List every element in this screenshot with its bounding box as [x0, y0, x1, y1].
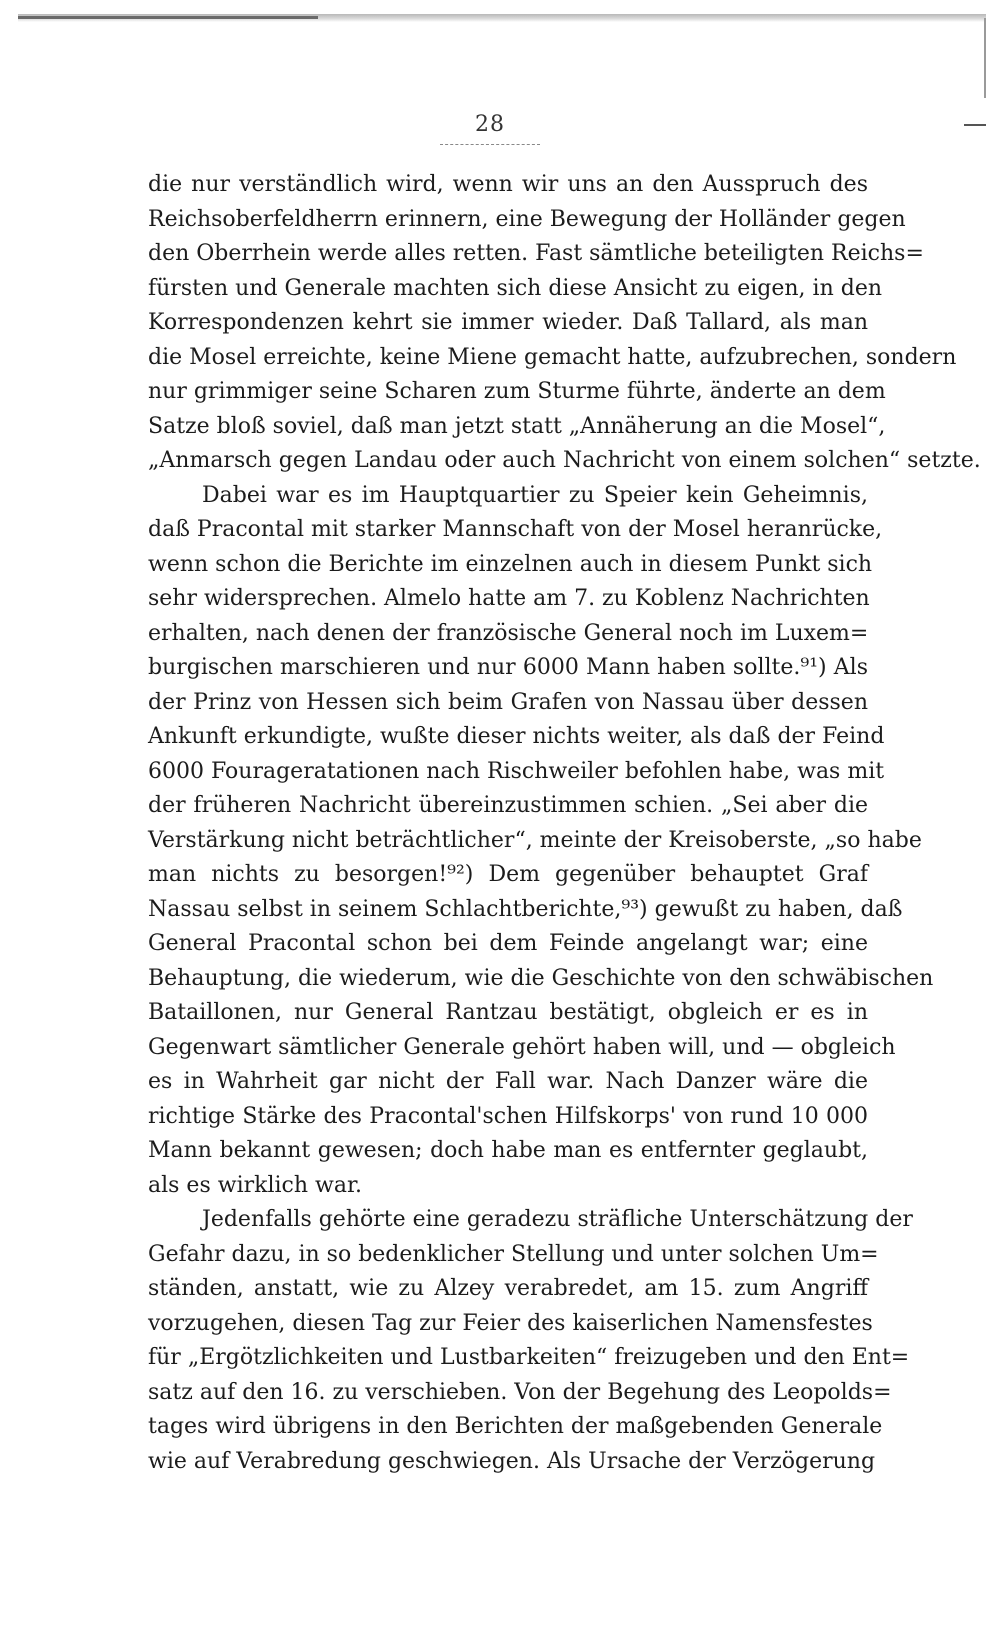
text-line: die nur verständlich wird, wenn wir uns an den Ausspruch des — [148, 172, 868, 197]
text-line: Gefahr dazu, in so bedenklicher Stellung und unter solchen Um= — [148, 1241, 879, 1267]
text-line: Mann bekannt gewesen; doch habe man es entfernter geglaubt, — [148, 1138, 868, 1163]
text-line: wie auf Verabredung geschwiegen. Als Ursache der Verzögerung — [148, 1448, 876, 1474]
text-line: die Mosel erreichte, keine Miene gemacht hatte, aufzubrechen, sondern — [148, 344, 957, 370]
text-line: burgischen marschieren und nur 6000 Mann haben sollte.⁹¹) Als — [148, 655, 868, 680]
text-line: sehr widersprechen. Almelo hatte am 7. zu Koblenz Nachrichten — [148, 586, 870, 611]
body-text — [148, 168, 981, 1479]
scan-margin-dash — [964, 124, 986, 126]
text-line: daß Pracontal mit starker Mannschaft von der Mosel heranrücke, — [148, 517, 883, 542]
text-line: nur grimmiger seine Scharen zum Sturme führte, änderte an dem — [148, 379, 886, 404]
text-line: der Prinz von Hessen sich beim Grafen von Nassau über dessen — [148, 689, 868, 715]
text-line: Satze bloß soviel, daß man jetzt statt „Annäherung an die Mosel“, — [148, 413, 886, 439]
text-line: der früheren Nachricht übereinzustimmen schien. „Sei aber die — [148, 793, 868, 818]
page-number-underline — [440, 144, 540, 149]
text-line: Jedenfalls gehörte eine geradezu sträfliche Unterschätzung der — [202, 1207, 913, 1232]
text-line: wenn schon die Berichte im einzelnen auch in diesem Punkt sich — [148, 551, 873, 577]
page-number: 28 — [475, 112, 505, 137]
text-line: „Anmarsch gegen Landau oder auch Nachricht von einem solchen“ setzte. — [148, 448, 981, 473]
text-line: erhalten, nach denen der französische General noch im Luxem= — [148, 620, 869, 646]
text-line: Reichsoberfeldherrn erinnern, eine Bewegung der Holländer gegen — [148, 206, 906, 232]
text-line: ständen, anstatt, wie zu Alzey verabredet, am 15. zum Angriff — [148, 1276, 868, 1301]
scan-right-edge-mark — [984, 18, 986, 98]
text-line: richtige Stärke des Pracontal'schen Hilfskorps' von rund 10 000 — [148, 1103, 868, 1129]
text-line: Verstärkung nicht beträchtlicher“, meinte der Kreisoberste, „so habe — [148, 827, 922, 853]
text-line: für „Ergötzlichkeiten und Lustbarkeiten“ freizugeben und den Ent= — [148, 1345, 910, 1370]
text-line: es in Wahrheit gar nicht der Fall war. Nach Danzer wäre die — [148, 1069, 868, 1094]
text-line: Bataillonen, nur General Rantzau bestätigt, obgleich er es in — [148, 1000, 868, 1025]
text-line: als es wirklich war. — [148, 1172, 363, 1198]
text-line: General Pracontal schon bei dem Feinde angelangt war; eine — [148, 931, 868, 956]
text-line: Dabei war es im Hauptquartier zu Speier kein Geheimnis, — [202, 482, 868, 508]
text-line: Nassau selbst in seinem Schlachtberichte,⁹³) gewußt zu haben, daß — [148, 896, 903, 922]
text-line: Ankunft erkundigte, wußte dieser nichts weiter, als daß der Feind — [148, 724, 885, 749]
scan-top-edge-shadow — [18, 16, 318, 19]
text-line: 6000 Fourageratationen nach Rischweiler befohlen habe, was mit — [148, 758, 885, 784]
text-line: man nichts zu besorgen!⁹²) Dem gegenüber behauptet Graf — [148, 862, 868, 887]
text-line: satz auf den 16. zu verschieben. Von der Begehung des Leopolds= — [148, 1379, 892, 1405]
text-line: Behauptung, die wiederum, wie die Geschichte von den schwäbischen — [148, 965, 934, 991]
text-line: vorzugehen, diesen Tag zur Feier des kaiserlichen Namensfestes — [148, 1310, 873, 1336]
text-line: tages wird übrigens in den Berichten der maßgebenden Generale — [148, 1414, 883, 1439]
text-line: fürsten und Generale machten sich diese Ansicht zu eigen, in den — [148, 275, 883, 301]
text-line: Korrespondenzen kehrt sie immer wieder. Daß Tallard, als man — [148, 310, 868, 335]
text-line: Gegenwart sämtlicher Generale gehört haben will, und — obgleich — [148, 1034, 896, 1060]
text-line: den Oberrhein werde alles retten. Fast sämtliche beteiligten Reichs= — [148, 241, 924, 266]
